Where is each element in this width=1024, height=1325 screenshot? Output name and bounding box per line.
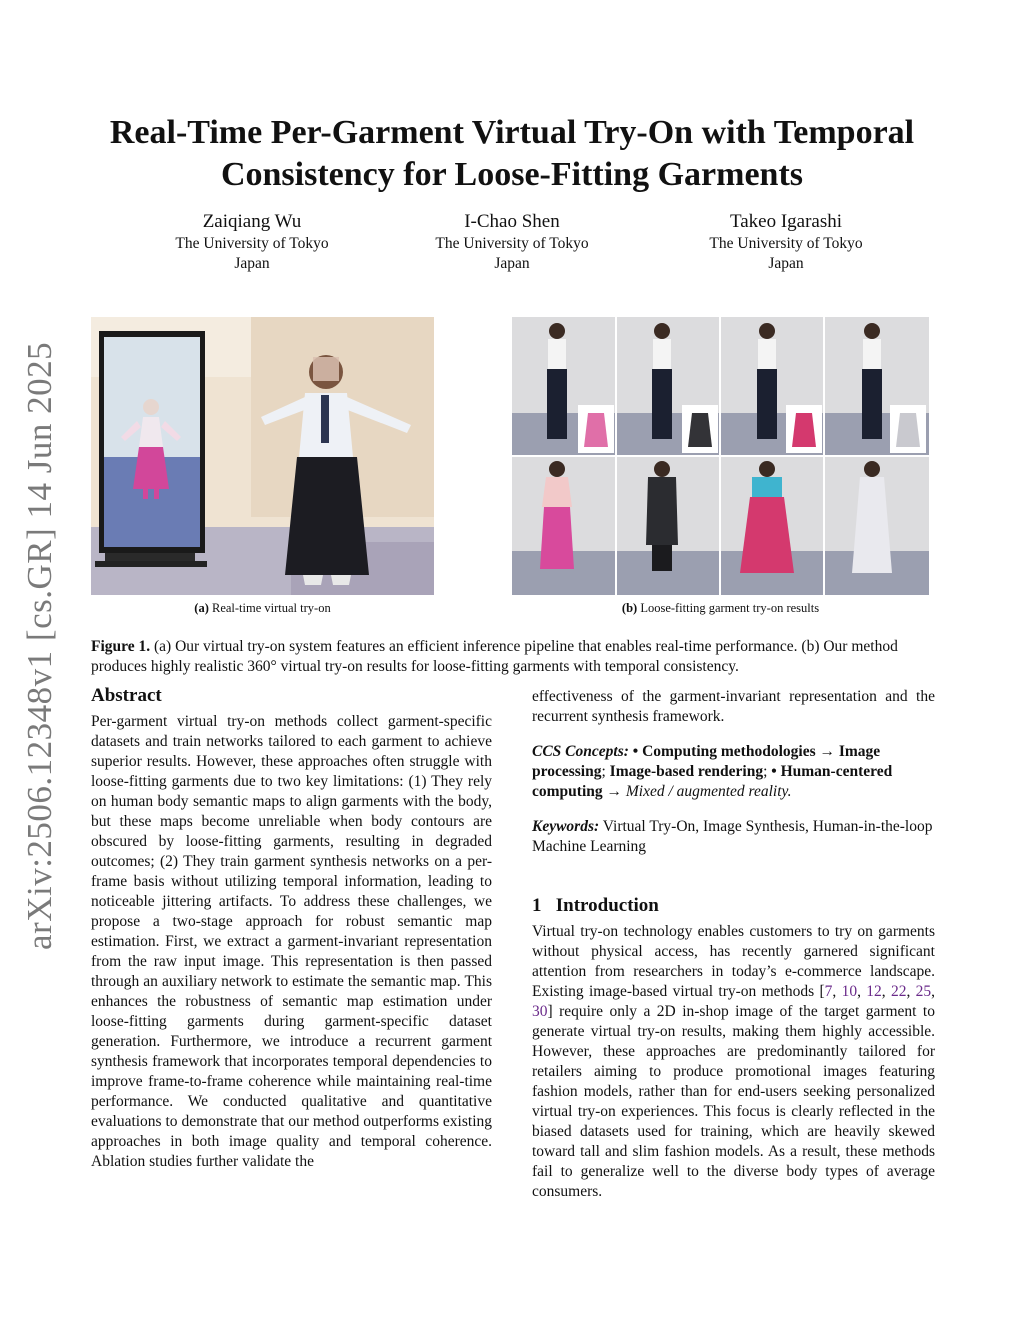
- ccs-separator: ;: [601, 763, 606, 780]
- arxiv-side-stamp: arXiv:2506.12348v1 [cs.GR] 14 Jun 2025: [20, 341, 59, 950]
- intro-heading-text: Introduction: [555, 895, 659, 916]
- abstract-heading: Abstract: [91, 685, 162, 706]
- author-name: Zaiqiang Wu: [202, 211, 302, 232]
- author-country: Japan: [768, 255, 804, 272]
- author-name: Takeo Igarashi: [729, 211, 843, 232]
- ccs-bullet: •: [632, 743, 639, 760]
- ccs-arrow: →: [819, 743, 835, 760]
- citation-link[interactable]: 22: [890, 983, 907, 1000]
- citation-link[interactable]: 25: [915, 983, 932, 1000]
- author-block-1: [122, 210, 382, 274]
- keywords-text: Virtual Try-On, Image Synthesis, Human-in-the-loop Machine Learning: [532, 818, 933, 855]
- intro-heading: [532, 895, 659, 917]
- ccs-label: CCS Concepts:: [532, 743, 629, 760]
- citation-link[interactable]: 30: [532, 1003, 548, 1020]
- author-block-2: [382, 210, 642, 274]
- subcaption-b-text: Loose-fitting garment try-on results: [637, 601, 820, 615]
- keywords-label: Keywords:: [532, 818, 600, 835]
- citation-link[interactable]: 12: [866, 983, 882, 1000]
- subcaption-a: [91, 601, 434, 616]
- figure-1a-photo: [91, 317, 434, 595]
- abstract-text: Per-garment virtual try-on methods collect garment-specific datasets and train networks tailored to each garment to achieve superior results. However, these approaches often struggle with loose-fitting garments due to two key limitations: (1) They rely on human body semantic maps to align garments with the body, but these maps become unreliable when body contours are obscured by loose-fitting garments, resulting in degraded outcomes; (2) They train garment synthesis networks on a per-frame basis without utilizing temporal information, leading to noticeable jittering artifacts. To address these challenges, we propose a two-stage approach for robust semantic map estimation. First, we extract a garment-invariant representation from the raw input image. This representation is then passed through an auxiliary network to estimate the semantic map. This enhances the robustness of semantic map estimation under loose-fitting garments during garment-specific dataset generation. Furthermore, we introduce a recurrent garment synthesis framework that incorporates temporal dependencies to improve frame-to-frame coherence while maintaining real-time performance. We conducted qualitative and quantitative evaluations to demonstrate that our method outperforms existing approaches in both image quality and temporal coherence. Ablation studies further validate the: [91, 713, 492, 1170]
- author-affiliation: The University of Tokyo: [435, 235, 589, 252]
- title-line-1: Real-Time Per-Garment Virtual Try-On with Temporal: [109, 114, 915, 151]
- author-block-3: [656, 210, 916, 274]
- abstract-continued: [532, 687, 935, 727]
- figure-1b-results-grid: [512, 317, 929, 595]
- keywords: [532, 817, 935, 857]
- abstract-body: [91, 712, 492, 1172]
- title-line-2: Consistency for Loose-Fitting Garments: [220, 156, 804, 193]
- citation-link[interactable]: 7: [824, 983, 833, 1000]
- try-on-results-illustration: [512, 317, 929, 595]
- author-affiliation: The University of Tokyo: [709, 235, 863, 252]
- ccs-concepts: [532, 742, 935, 802]
- ccs-concept-1: Computing methodologies: [642, 743, 816, 760]
- author-country: Japan: [234, 255, 270, 272]
- author-affiliation: The University of Tokyo: [175, 235, 329, 252]
- abstract-continued-text: effectiveness of the garment-invariant representation and the recurrent synthesis framework.: [532, 688, 935, 725]
- figure-caption-text: (a) Our virtual try-on system features an efficient inference pipeline that enables real-time performance. (b) Our method produces highly realistic 360° virtual try-on results for loose-fitting garments with temporal consistency.: [91, 638, 898, 675]
- author-country: Japan: [494, 255, 530, 272]
- subcaption-a-text: Real-time virtual try-on: [208, 601, 331, 615]
- citation-link[interactable]: 10: [841, 983, 858, 1000]
- ccs-concept-1b: Image processing: [532, 743, 881, 780]
- subcaption-b: [512, 601, 929, 616]
- ccs-concept-2b: Mixed / augmented reality: [625, 783, 788, 800]
- try-on-scene-illustration: [91, 317, 434, 595]
- ccs-concept-2: Human-centered computing: [532, 763, 893, 800]
- intro-text-start: Virtual try-on technology enables customers to try on garments without physical access, has recently garnered significant attention from researchers in today’s e-commerce landscape. Existing image-based virtual try-on methods [: [532, 923, 935, 1000]
- subcaption-b-label: (b): [621, 601, 638, 615]
- figure-caption-label: Figure 1.: [91, 638, 151, 655]
- intro-body: Virtual try-on technology enables customers to try on garments without physical access, has recently garnered significant attention from researchers in today’s e-commerce landscape. Existing image-based virtual try-on methods [7, 10, 12, 22, 25, 30] require only a 2D in-shop image of the target garment to generate virtual try-on results, making them highly accessible. However, these approaches are predominantly tailored for retailers aiming to produce promotional images featuring fashion models, rather than for end-users seeking personalized virtual try-on experiences. This focus is clearly reflected in the biased datasets used for training, which are heavily skewed toward tall and slim fashion models. As a result, these methods fail to generalize well to the diverse body types of average consumers.: [532, 923, 936, 1200]
- ccs-bullet: •: [771, 763, 777, 780]
- ccs-concept-1c: Image-based rendering: [609, 763, 764, 780]
- ccs-arrow: →: [606, 783, 622, 800]
- ccs-end: .: [787, 783, 792, 800]
- figure-caption: [91, 637, 937, 677]
- author-name: I-Chao Shen: [464, 211, 560, 232]
- intro-text-rest: ] require only a 2D in-shop image of the target garment to generate virtual try-on results, making them highly accessible. However, these approaches are predominantly tailored for retailers aiming to produce promotional images featuring fashion models, rather than for end-users seeking personalized virtual try-on experiences. This focus is clearly reflected in the biased datasets used for training, which are heavily skewed toward tall and slim fashion models. As a result, these methods fail to generalize well to the diverse body types of average consumers.: [532, 1003, 935, 1200]
- subcaption-a-label: (a): [194, 601, 209, 615]
- intro-section-number: 1: [532, 895, 542, 916]
- paper-title: [60, 112, 964, 196]
- ccs-separator: ;: [763, 763, 768, 780]
